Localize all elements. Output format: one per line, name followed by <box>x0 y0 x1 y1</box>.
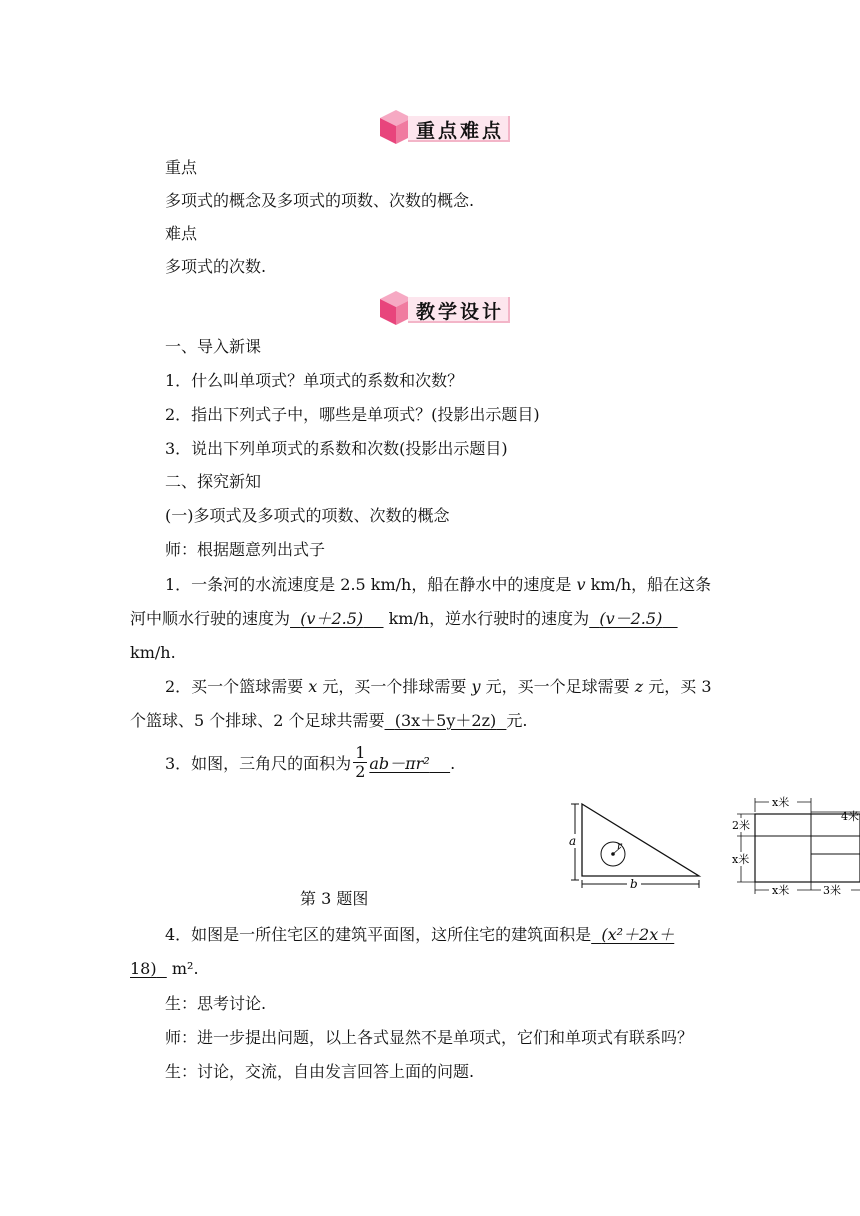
question-1: 1．什么叫单项式？单项式的系数和次数？ <box>165 371 464 390</box>
fraction-half <box>353 744 367 781</box>
text: 元. <box>506 711 528 730</box>
answer-blank-2 <box>589 609 677 628</box>
problem-4-line-1 <box>165 924 674 946</box>
label-top-4: 4米 <box>841 810 859 823</box>
label-left-x: x米 <box>732 853 750 866</box>
key-content: 多项式的概念及多项式的项数、次数的概念. <box>165 191 475 210</box>
problem-2-line-1 <box>165 676 712 698</box>
teacher-line-2: 师：进一步提出问题，以上各式显然不是单项式，它们和单项式有联系吗？ <box>165 1028 694 1047</box>
answer: 18) <box>130 959 157 978</box>
answer-blank-1 <box>290 609 384 628</box>
variable-v: v <box>576 575 586 594</box>
text: 元，买一个排球需要 <box>317 677 472 696</box>
heading-title: 重点难点 <box>416 120 505 142</box>
answer: ab－πr² <box>369 754 430 773</box>
unit: m². <box>166 959 199 978</box>
problem-4-line-2 <box>130 958 199 980</box>
text: . <box>450 754 456 773</box>
answer-blank-3 <box>385 711 507 730</box>
label-bottom-3: 3米 <box>823 884 841 897</box>
answer: (v－2.5) <box>599 609 663 628</box>
student-line-2: 生：讨论，交流，自由发言回答上面的问题. <box>165 1062 475 1081</box>
answer-blank-4 <box>351 743 450 781</box>
section-heading-key-points <box>378 108 518 148</box>
problem-1-line-1 <box>165 574 711 596</box>
student-line-1: 生：思考讨论. <box>165 994 267 1013</box>
difficulty-label: 难点 <box>165 224 198 243</box>
answer: (3x＋5y＋2z) <box>394 711 497 730</box>
label-a: a <box>569 834 577 848</box>
key-label: 重点 <box>165 158 198 177</box>
variable-z: z <box>634 677 644 696</box>
text: 3．如图，三角尺的面积为 <box>165 754 352 773</box>
intro-heading: 一、导入新课 <box>165 337 262 356</box>
text: 2．买一个篮球需要 <box>165 677 309 696</box>
problem-3 <box>165 744 455 784</box>
problem-1-line-2 <box>130 608 678 630</box>
text: 4．如图是一所住宅区的建筑平面图，这所住宅的建筑面积是 <box>165 925 592 944</box>
numerator: 1 <box>355 743 366 762</box>
problem-1-line-3: km/h. <box>130 643 176 662</box>
text: 1．一条河的水流速度是 2.5 km/h，船在静水中的速度是 <box>165 575 577 594</box>
variable-y: y <box>471 677 481 696</box>
text: 元，买 3 <box>643 677 712 696</box>
text: km/h，逆水行驶时的速度为 <box>383 609 590 628</box>
problem-2-line-2 <box>130 710 528 732</box>
text: km/h，船在这条 <box>585 575 712 594</box>
question-3: 3．说出下列单项式的系数和次数(投影出示题目) <box>165 439 508 458</box>
denominator: 2 <box>355 762 366 781</box>
label-b: b <box>630 877 638 890</box>
answer-blank-5 <box>591 925 674 944</box>
text: 河中顺水行驶的速度为 <box>130 609 291 628</box>
floor-plan-figure <box>725 794 860 898</box>
variable-x: x <box>308 677 318 696</box>
explore-heading: 二、探究新知 <box>165 472 262 491</box>
answer-blank-5-cont <box>130 959 167 978</box>
label-bottom-x: x米 <box>772 884 790 897</box>
label-r: r <box>617 841 622 852</box>
text: 个篮球、5 个排球、2 个足球共需要 <box>130 711 385 730</box>
heading-title: 教学设计 <box>416 301 505 323</box>
question-2: 2．指出下列式子中，哪些是单项式？(投影出示题目) <box>165 405 540 424</box>
difficulty-content: 多项式的次数. <box>165 257 267 276</box>
label-left-2: 2米 <box>732 819 750 832</box>
triangle-ruler-figure <box>565 798 710 890</box>
figure-3-caption: 第 3 题图 <box>300 889 369 908</box>
answer: (v＋2.5) <box>300 609 364 628</box>
answer: (x²＋2x＋ <box>601 925 675 944</box>
teacher-line-1: 师：根据题意列出式子 <box>165 540 326 559</box>
subsection-1: (一)多项式及多项式的项数、次数的概念 <box>165 506 450 525</box>
text: 元，买一个足球需要 <box>480 677 635 696</box>
label-top-x: x米 <box>772 796 790 809</box>
section-heading-teaching <box>378 289 518 329</box>
